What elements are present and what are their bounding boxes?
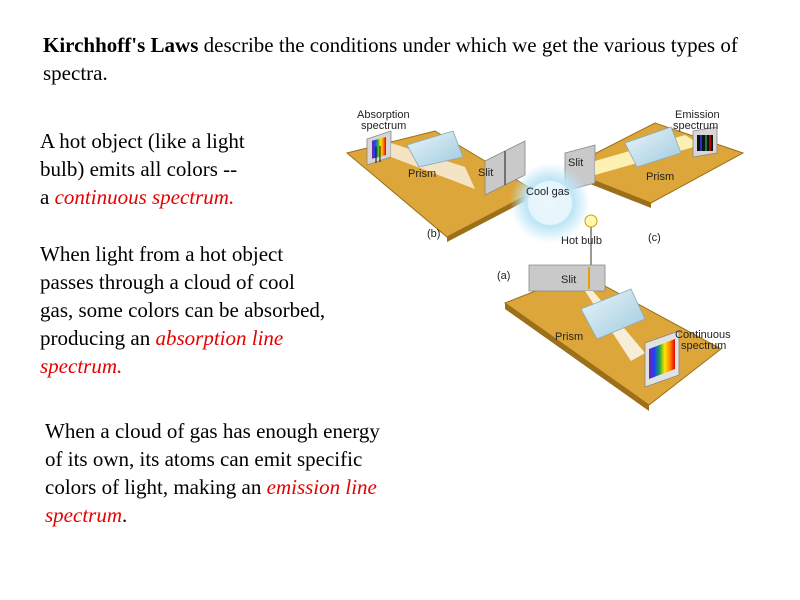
p2-line3: gas, some colors can be absorbed, [40,298,326,322]
intro-title: Kirchhoff's Laws [43,33,199,57]
p2-line4: producing an [40,326,156,350]
figure-label-b: (b) [427,228,441,240]
absorption-label-1: Absorption [357,109,410,121]
continuous-paragraph [40,127,340,211]
p1-line2: bulb) emits all colors -- [40,157,238,181]
figure-label-c: (c) [648,232,661,244]
absorption-term-1: absorption line [155,326,284,350]
p2-line2: passes through a cloud of cool [40,270,295,294]
emission-term-2: spectrum [45,503,122,527]
absorption-setup [347,131,535,242]
p2-line1: When light from a hot object [40,242,284,266]
intro-text: describe the conditions under which we get the various types of spectra. [43,33,738,85]
p1-line3: a [40,185,55,209]
hot-bulb-label: Hot bulb [561,235,602,247]
continuous-label-1: Continuous [675,329,731,341]
p3-line2: of its own, its atoms can emit specific [45,447,363,471]
emission-label-2: spectrum [673,120,719,132]
prism-label-a: Prism [555,331,584,343]
emission-paragraph [45,417,445,529]
slit-label-b: Slit [478,167,494,179]
emission-term-1: emission line [266,475,377,499]
intro-paragraph [43,31,773,87]
figure-label-a: (a) [497,270,511,282]
p3-line1: When a cloud of gas has enough energy [45,419,380,443]
emission-setup [565,123,743,208]
prism-label-b: Prism [408,168,437,180]
continuous-label-2: spectrum [681,340,727,352]
slit-label-a: Slit [561,274,577,286]
continuous-spectrum-term: continuous spectrum. [54,185,235,209]
emission-spectrum-icon [697,135,713,151]
p3-line3: colors of light, making an [45,475,267,499]
p1-line1: A hot object (like a light [40,129,245,153]
emission-label-1: Emission [675,109,720,121]
cool-gas-label: Cool gas [526,186,570,198]
p3-suffix: . [122,503,128,527]
slit-label-c: Slit [568,157,584,169]
prism-label-c: Prism [646,171,675,183]
kirchhoff-diagram [345,105,745,415]
absorption-label-2: spectrum [361,120,407,132]
absorption-term-2: spectrum. [40,354,123,378]
